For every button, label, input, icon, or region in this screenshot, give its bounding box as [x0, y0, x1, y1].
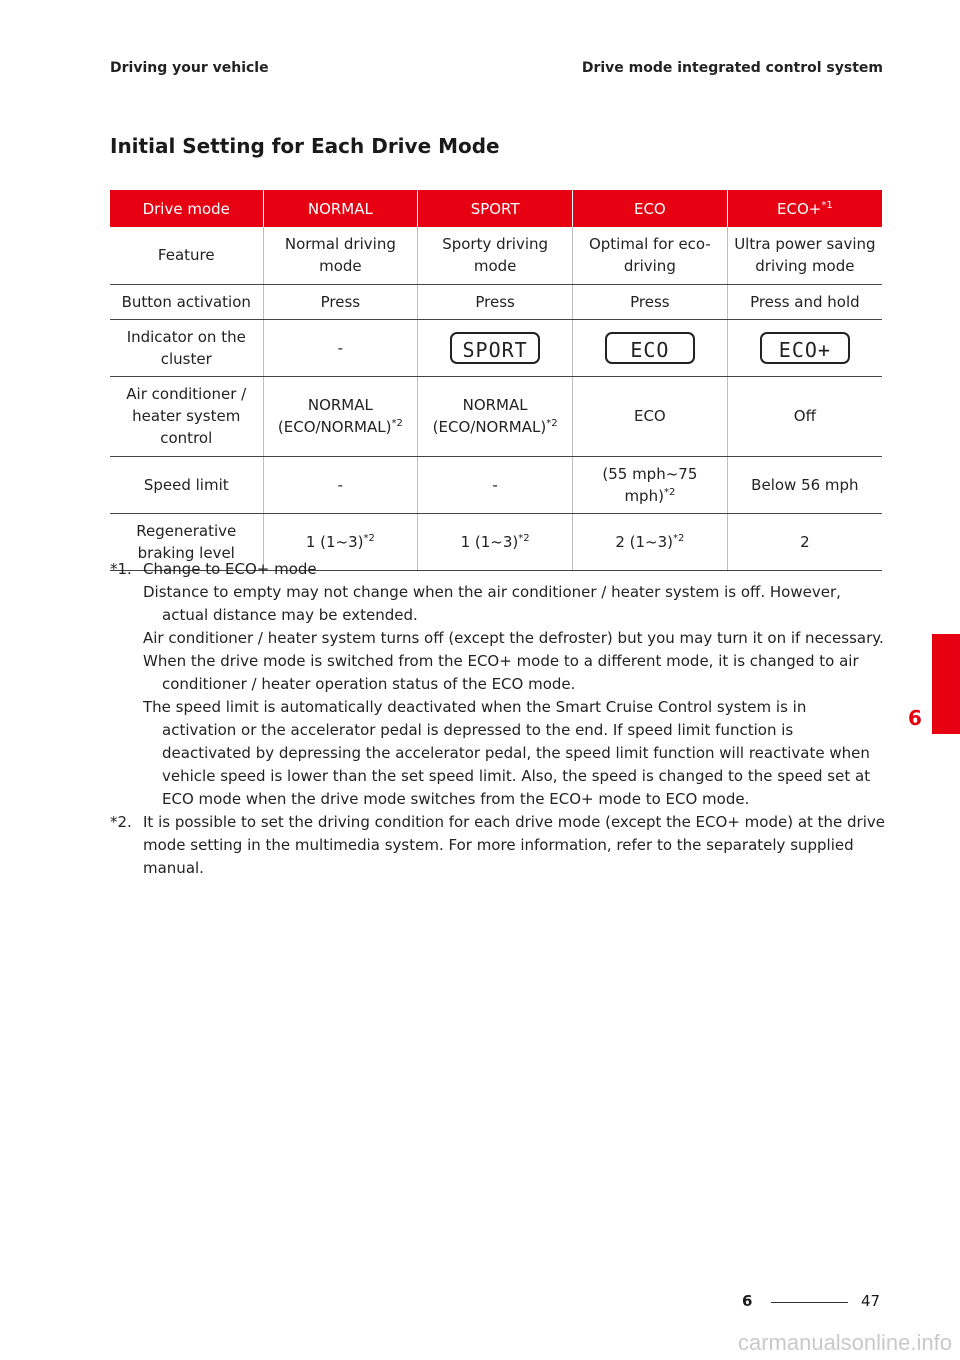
table-cell: Press [573, 284, 728, 319]
header-eco-plus [727, 190, 882, 227]
cell-line: NORMAL [462, 396, 528, 414]
table-cell: - [263, 319, 418, 376]
table-cell: Normal driving mode [263, 227, 418, 284]
header-eco-plus-label: ECO+ [777, 199, 822, 218]
table-cell: Below 56 mph [727, 456, 882, 513]
table-cell: Optimal for eco-driving [573, 227, 728, 284]
header-eco: ECO [573, 190, 728, 227]
footnote-ref: *2 [673, 532, 685, 544]
table-cell [727, 319, 882, 376]
footnote-ref: *2 [546, 418, 558, 429]
footnote-line: When the drive mode is switched from the ECO+ mode to a different mode, it is changed to air conditioner / heater operation status of the ECO mode. [143, 652, 859, 693]
footnote-ref: *2 [391, 418, 403, 429]
cell-text: 2 (1~3) [615, 532, 674, 551]
running-header-section: Driving your vehicle [110, 60, 269, 76]
drive-mode-table [110, 190, 882, 571]
footnote-number: *2. [110, 813, 132, 831]
table-cell: Press and hold [727, 284, 882, 319]
footnote [110, 811, 885, 880]
eco-plus-indicator-icon: ECO+ [760, 332, 850, 364]
footnote-line: Distance to empty may not change when the air conditioner / heater system is off. However, actual distance may be extended. [143, 583, 841, 624]
row-label: Indicator on the cluster [110, 319, 263, 376]
chapter-tab-marker [932, 634, 960, 734]
table-cell [418, 376, 573, 456]
footnote-line: Change to ECO+ mode [143, 560, 317, 578]
footnote-ref: *2 [518, 532, 530, 544]
footnote-line: It is possible to set the driving condition for each drive mode (except the ECO+ mode) at the drive mode setting in the multimedia system. For more information, refer to the separately supplied manual. [143, 813, 886, 877]
table-row [110, 284, 882, 319]
table-cell: ECO [573, 376, 728, 456]
chapter-tab-number: 6 [908, 706, 922, 730]
watermark: carmanualsonline.info [737, 1330, 952, 1355]
table-row [110, 456, 882, 513]
cell-line [268, 416, 414, 438]
header-drive-mode: Drive mode [110, 190, 263, 227]
table-cell: - [418, 456, 573, 513]
page-title: Initial Setting for Each Drive Mode [110, 134, 500, 158]
footnote-line: The speed limit is automatically deactivated when the Smart Cruise Control system is in activation or the accelerator pedal is depressed to the end. If speed limit function is deactivated by depressing the accelerator pedal, the speed limit function will reactivate when vehicle speed is lower than the set speed limit. Also, the speed is changed to the speed set at ECO mode when the drive mode switches from the ECO+ mode to ECO mode. [143, 698, 871, 808]
eco-indicator-icon: ECO [605, 332, 695, 364]
cell-line: NORMAL [307, 396, 373, 414]
cell-text: (55 mph~75 mph) [602, 464, 698, 505]
footer-page-number: 47 [861, 1292, 881, 1310]
table-row [110, 227, 882, 284]
table-row [110, 319, 882, 376]
header-normal: NORMAL [263, 190, 418, 227]
row-label: Feature [110, 227, 263, 284]
footnote-line: Air conditioner / heater system turns off (except the defroster) but you may turn it on if necessary. [143, 629, 884, 647]
row-label: Button activation [110, 284, 263, 319]
table-header-row [110, 190, 882, 227]
row-label: Regenerative braking level [110, 513, 263, 570]
table-cell: Ultra power saving driving mode [727, 227, 882, 284]
table-cell [573, 319, 728, 376]
footnote-ref: *2 [363, 532, 375, 544]
footnote-number: *1. [110, 560, 132, 578]
cell-text: (ECO/NORMAL) [277, 418, 392, 436]
table-cell: 2 [727, 513, 882, 570]
cell-line [422, 416, 568, 438]
footnote-ref: *1 [821, 199, 833, 211]
table-cell [573, 456, 728, 513]
sport-indicator-icon: SPORT [450, 332, 540, 364]
table-cell: Press [418, 284, 573, 319]
footnotes [110, 558, 885, 880]
cell-text: (ECO/NORMAL) [432, 418, 547, 436]
header-sport: SPORT [418, 190, 573, 227]
table-cell: Press [263, 284, 418, 319]
table-cell [418, 319, 573, 376]
footer-divider [771, 1302, 848, 1303]
cell-text: 1 (1~3) [460, 532, 519, 551]
table-cell: Off [727, 376, 882, 456]
row-label: Speed limit [110, 456, 263, 513]
footnote [110, 558, 885, 811]
table-cell: Sporty driving mode [418, 227, 573, 284]
footnote-ref: *2 [663, 486, 676, 498]
running-header-topic: Drive mode integrated control system [581, 60, 883, 76]
table-cell: - [263, 456, 418, 513]
cell-text: 1 (1~3) [305, 532, 364, 551]
footer-chapter: 6 [742, 1292, 753, 1310]
row-label: Air conditioner / heater system control [110, 376, 263, 456]
table-cell [263, 376, 418, 456]
table-row [110, 376, 882, 456]
